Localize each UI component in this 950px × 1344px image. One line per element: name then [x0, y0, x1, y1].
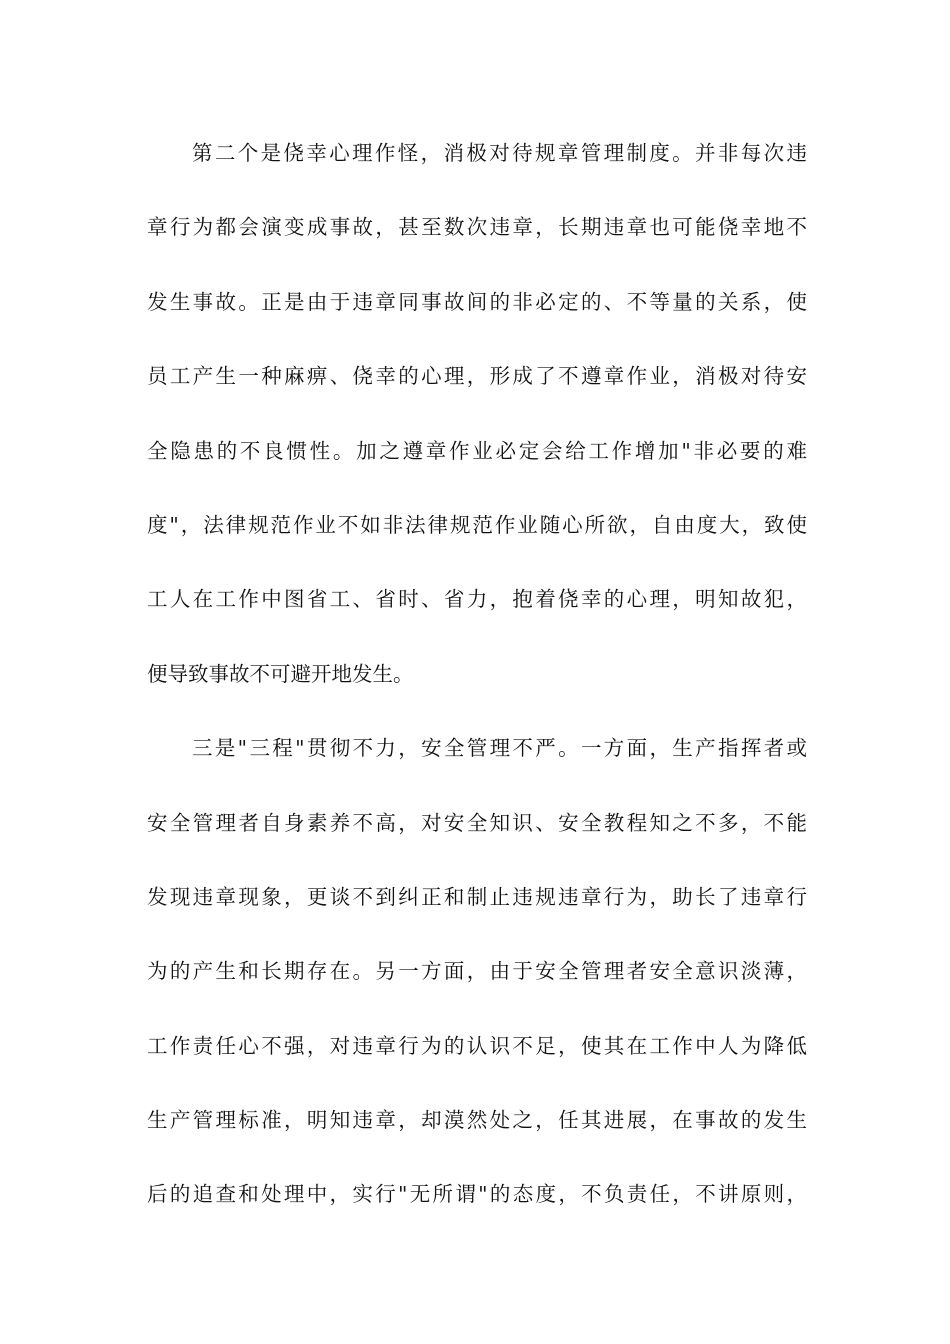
text-line: 发现违章现象，更谈不到纠正和制止违规违章行为，助长了违章行 — [147, 884, 807, 909]
text-line: 工人在工作中图省工、省时、省力，抱着侥幸的心理，明知故犯， — [147, 587, 807, 612]
text-line: 三是"三程"贯彻不力，安全管理不严。一方面，生产指挥者或 — [192, 736, 807, 761]
text-line: 后的追查和处理中，实行"无所谓"的态度，不负责任，不讲原则， — [147, 1182, 807, 1207]
text-line: 全隐患的不良惯性。加之遵章作业必定会给工作增加"非必要的难 — [147, 438, 807, 463]
text-line: 生产管理标准，明知违章，却漠然处之，任其进展，在事故的发生 — [147, 1108, 807, 1133]
text-line: 便导致事故不可避开地发生。 — [147, 661, 414, 686]
text-line: 员工产生一种麻痹、侥幸的心理，形成了不遵章作业，消极对待安 — [147, 364, 807, 389]
text-line: 安全管理者自身素养不高，对安全知识、安全教程知之不多，不能 — [147, 810, 807, 835]
text-line: 章行为都会演变成事故，甚至数次违章，长期违章也可能侥幸地不 — [147, 215, 807, 240]
text-line: 第二个是侥幸心理作怪，消极对待规章管理制度。并非每次违 — [192, 141, 807, 165]
text-line: 发生事故。正是由于违章同事故间的非必定的、不等量的关系，使 — [147, 289, 807, 314]
text-line: 工作责任心不强，对违章行为的认识不足，使其在工作中人为降低 — [147, 1033, 807, 1058]
document-body — [147, 130, 807, 1246]
text-line: 为的产生和长期存在。另一方面，由于安全管理者安全意识淡薄， — [147, 959, 807, 984]
paragraph-2 — [147, 725, 807, 1217]
text-line: 度"，法律规范作业不如非法律规范作业随心所欲，自由度大，致使 — [147, 512, 807, 537]
paragraph-1 — [147, 130, 807, 697]
